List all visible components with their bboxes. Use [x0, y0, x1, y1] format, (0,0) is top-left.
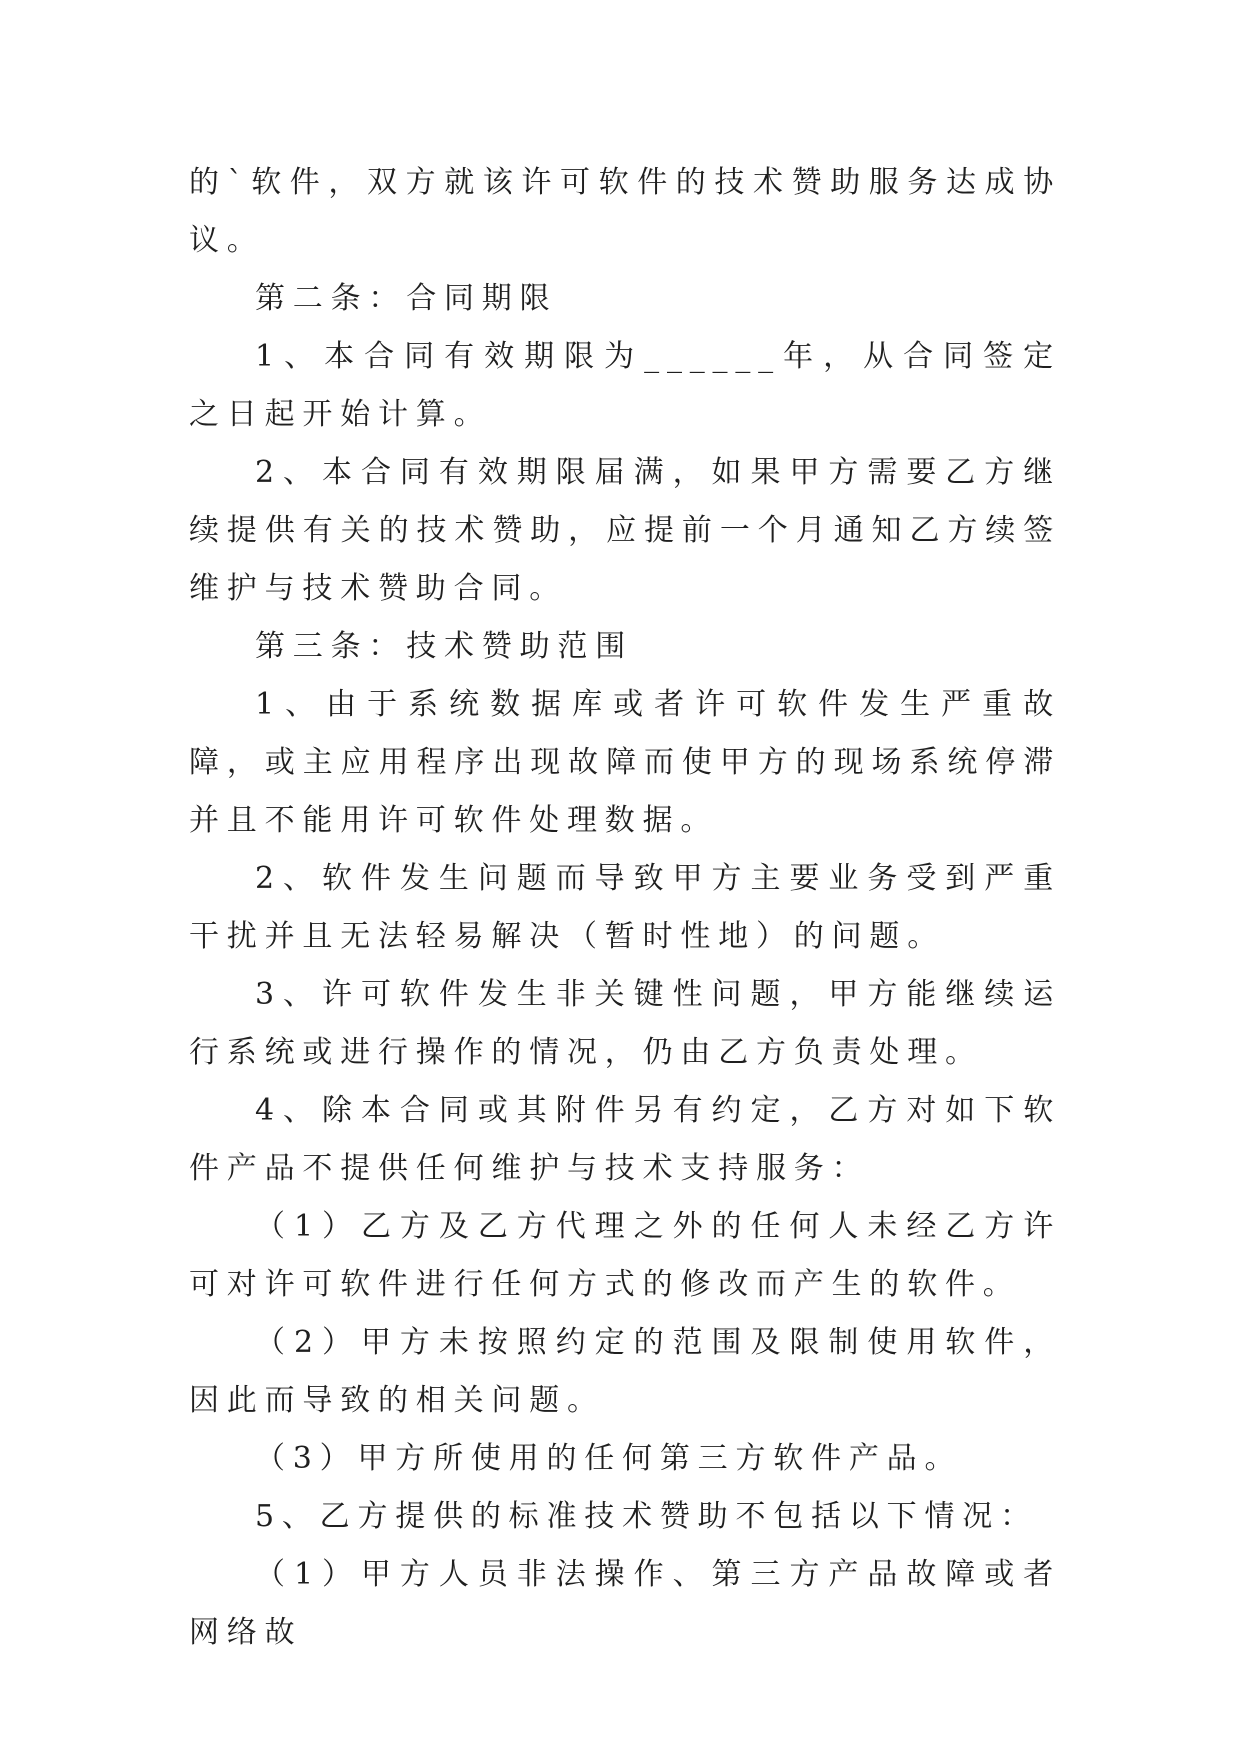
article-3-item-2: 2、软件发生问题而导致甲方主要业务受到严重干扰并且无法轻易解决（暂时性地）的问题。: [189, 861, 1061, 954]
article-3-item-4-sub-3: （3）甲方所使用的任何第三方软件产品。: [255, 1441, 963, 1476]
article-3-item-4: 4、除本合同或其附件另有约定，乙方对如下软件产品不提供任何维护与技术支持服务：: [189, 1093, 1061, 1186]
article-3-item-1: 1、由于系统数据库或者许可软件发生严重故障，或主应用程序出现故障而使甲方的现场系统停滞并且不能用许可软件处理数据。: [189, 687, 1061, 838]
article-2-item-2: 2、本合同有效期限届满，如果甲方需要乙方继续提供有关的技术赞助，应提前一个月通知乙方续签维护与技术赞助合同。: [189, 455, 1061, 606]
article-3-item-4-sub-1: （1）乙方及乙方代理之外的任何人未经乙方许可对许可软件进行任何方式的修改而产生的软件。: [189, 1209, 1061, 1302]
article-2-heading: 第二条：合同期限: [255, 281, 558, 316]
article-3-item-3: 3、许可软件发生非关键性问题，甲方能继续运行系统或进行操作的情况，仍由乙方负责处理。: [189, 977, 1061, 1070]
article-3-item-4-sub-2: （2）甲方未按照约定的范围及限制使用软件，因此而导致的相关问题。: [189, 1325, 1061, 1418]
paragraph-continuation: 的`软件，双方就该许可软件的技术赞助服务达成协议。: [189, 165, 1061, 258]
contract-body: [189, 154, 1061, 1662]
article-3-item-5-sub-1: （1）甲方人员非法操作、第三方产品故障或者网络故: [189, 1557, 1061, 1650]
article-3-item-5: 5、乙方提供的标准技术赞助不包括以下情况：: [255, 1499, 1038, 1534]
article-3-heading: 第三条：技术赞助范围: [255, 629, 633, 664]
article-2-item-1: 1、本合同有效期限为______年，从合同签定之日起开始计算。: [189, 339, 1061, 432]
